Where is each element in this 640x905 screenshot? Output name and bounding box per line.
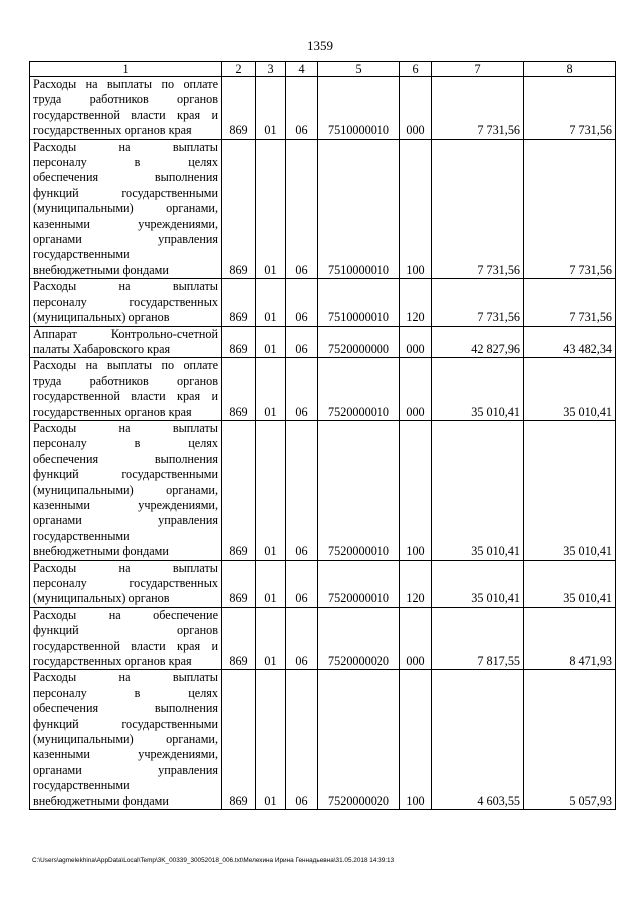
description-line: государственными [33,528,130,543]
target-article-cell: 7520000000 [318,326,400,358]
section-code-cell: 01 [256,326,286,358]
subsection-code-cell: 06 [286,560,318,607]
description-line: казенными учреждениями, [33,747,218,762]
subsection-code-cell: 06 [286,139,318,279]
description-line: Аппарат Контрольно-счетной [33,326,218,341]
admin-code-cell: 869 [222,326,256,358]
target-article-cell: 7520000010 [318,420,400,560]
description-line: функций органов [33,623,218,638]
section-code-cell: 01 [256,607,286,670]
admin-code-cell: 869 [222,670,256,810]
description-line: Расходы на выплаты [33,670,218,685]
description-line: государственной власти края и [33,389,218,404]
admin-code-cell: 869 [222,77,256,140]
description-line: Расходы на выплаты [33,560,218,575]
description-line: функций государственными [33,185,218,200]
description-line: внебюджетными фондами [33,544,169,559]
description-line: государственной власти края и [33,638,218,653]
description-line: государственных органов края [33,123,192,138]
expense-type-cell: 000 [400,326,432,358]
amount-cell: 35 010,41 [432,358,524,421]
amount-cell: 35 010,41 [432,560,524,607]
expense-type-cell: 100 [400,139,432,279]
amount-cell: 35 010,41 [524,420,616,560]
row-description [30,560,222,607]
amount-cell: 5 057,93 [524,670,616,810]
amount-cell: 7 731,56 [524,279,616,326]
subsection-code-cell: 06 [286,358,318,421]
description-line: Расходы на обеспечение [33,607,218,622]
page-number: 1359 [307,38,333,53]
table-body [30,77,616,810]
column-header: 5 [318,62,400,77]
description-line: внебюджетными фондами [33,793,169,808]
admin-code-cell: 869 [222,420,256,560]
description-line: персоналу государственных [33,294,218,309]
section-code-cell: 01 [256,670,286,810]
description-line: функций государственными [33,467,218,482]
description-line: персоналу в целях [33,436,218,451]
description-line: органами управления [33,232,218,247]
subsection-code-cell: 06 [286,670,318,810]
table-row [30,420,616,560]
table-row [30,670,616,810]
description-line: Расходы на выплаты по оплате [33,358,218,373]
description-line: персоналу в целях [33,685,218,700]
description-line: обеспечения выполнения [33,701,218,716]
amount-cell: 7 731,56 [432,279,524,326]
section-code-cell: 01 [256,279,286,326]
description-line: внебюджетными фондами [33,262,169,277]
table-row [30,326,616,358]
section-code-cell: 01 [256,77,286,140]
expense-type-cell: 100 [400,670,432,810]
amount-cell: 7 817,55 [432,607,524,670]
table-row [30,77,616,140]
description-line: государственных органов края [33,404,192,419]
section-code-cell: 01 [256,420,286,560]
subsection-code-cell: 06 [286,420,318,560]
row-description [30,607,222,670]
expense-type-cell: 120 [400,560,432,607]
table-row [30,139,616,279]
subsection-code-cell: 06 [286,607,318,670]
description-line: государственных органов края [33,654,192,669]
table-row [30,279,616,326]
section-code-cell: 01 [256,139,286,279]
table-header-row [30,62,616,77]
target-article-cell: 7510000010 [318,139,400,279]
amount-cell: 7 731,56 [432,139,524,279]
description-line: Расходы на выплаты [33,420,218,435]
description-line: обеспечения выполнения [33,170,218,185]
description-line: (муниципальными) органами, [33,482,218,497]
amount-cell: 35 010,41 [524,358,616,421]
amount-cell: 7 731,56 [524,77,616,140]
admin-code-cell: 869 [222,607,256,670]
subsection-code-cell: 06 [286,279,318,326]
description-line: государственной власти края и [33,107,218,122]
description-line: труда работников органов [33,373,218,388]
row-description [30,358,222,421]
description-line: Расходы на выплаты [33,279,218,294]
column-header: 1 [30,62,222,77]
description-line: (муниципальных) органов [33,310,170,325]
section-code-cell: 01 [256,358,286,421]
amount-cell: 43 482,34 [524,326,616,358]
description-line: функций государственными [33,716,218,731]
amount-cell: 7 731,56 [432,77,524,140]
target-article-cell: 7520000010 [318,560,400,607]
section-code-cell: 01 [256,560,286,607]
description-line: персоналу государственных [33,576,218,590]
description-line: Расходы на выплаты по оплате [33,77,218,91]
description-line: (муниципальными) органами, [33,201,218,216]
column-header: 6 [400,62,432,77]
table-row [30,358,616,421]
expense-type-cell: 000 [400,358,432,421]
description-line: органами управления [33,513,218,528]
target-article-cell: 7510000010 [318,77,400,140]
column-header: 4 [286,62,318,77]
expense-type-cell: 100 [400,420,432,560]
description-line: (муниципальными) органами, [33,732,218,747]
row-description [30,420,222,560]
row-description [30,77,222,140]
description-line: казенными учреждениями, [33,497,218,512]
admin-code-cell: 869 [222,279,256,326]
description-line: палаты Хабаровского края [33,341,171,356]
description-line: обеспечения выполнения [33,451,218,466]
amount-cell: 7 731,56 [524,139,616,279]
amount-cell: 8 471,93 [524,607,616,670]
expense-type-cell: 000 [400,607,432,670]
row-description [30,326,222,358]
description-line: (муниципальных) органов [33,591,170,606]
amount-cell: 4 603,55 [432,670,524,810]
row-description [30,139,222,279]
expense-type-cell: 120 [400,279,432,326]
column-header: 3 [256,62,286,77]
description-line: труда работников органов [33,92,218,107]
column-header: 7 [432,62,524,77]
amount-cell: 35 010,41 [524,560,616,607]
description-line: Расходы на выплаты [33,139,218,154]
target-article-cell: 7520000010 [318,358,400,421]
description-line: государственными [33,247,130,262]
target-article-cell: 7520000020 [318,607,400,670]
budget-table [29,61,616,810]
target-article-cell: 7520000020 [318,670,400,810]
row-description [30,279,222,326]
table-row [30,560,616,607]
row-description [30,670,222,810]
expense-type-cell: 000 [400,77,432,140]
description-line: казенными учреждениями, [33,216,218,231]
description-line: органами управления [33,762,218,777]
column-header: 2 [222,62,256,77]
admin-code-cell: 869 [222,560,256,607]
column-header: 8 [524,62,616,77]
target-article-cell: 7510000010 [318,279,400,326]
subsection-code-cell: 06 [286,77,318,140]
table-row [30,607,616,670]
amount-cell: 35 010,41 [432,420,524,560]
description-line: персоналу в целях [33,155,218,170]
file-path-footer: C:\Users\agmelekhina\AppData\Local\Temp\3K_00339_30052018_006.txt\Мелехина Ирина Геннадьевна\31.05.2018 14:39:13 [32,857,395,864]
admin-code-cell: 869 [222,139,256,279]
description-line: государственными [33,778,130,793]
admin-code-cell: 869 [222,358,256,421]
amount-cell: 42 827,96 [432,326,524,358]
subsection-code-cell: 06 [286,326,318,358]
